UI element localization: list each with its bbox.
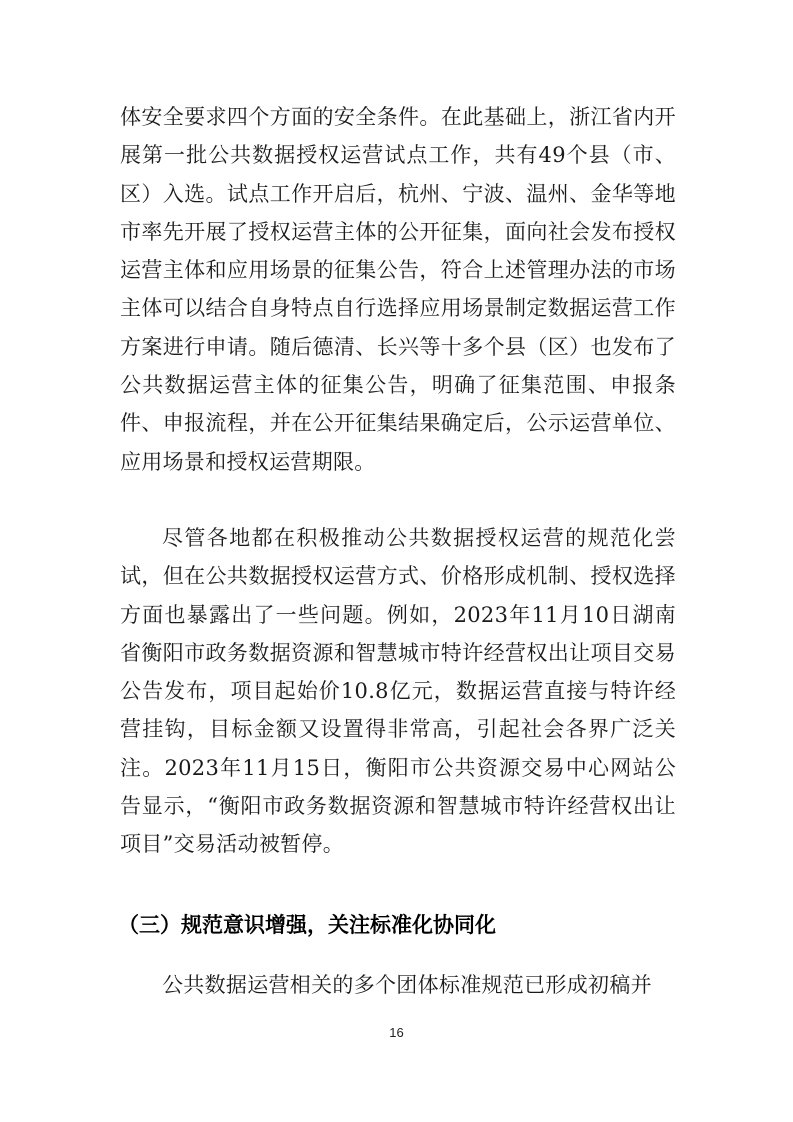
body-paragraph-2: 尽管各地都在积极推动公共数据授权运营的规范化尝试，但在公共数据授权运营方式、价格形成机制、授权选择方面也暴露出了一些问题。例如，2023年11月10日湖南省衡阳市政务数据资源和智慧城市特许经营权出让项目交易公告发布，项目起始价10.8亿元，数据运营直接与特许经营挂钩，目标金额又设置得非常高，引起社会各界广泛关注。2023年11月15日，衡阳市公共资源交易中心网站公告显示，“衡阳市政务数据资源和智慧城市特许经营权出让项目”交易活动被暂停。 [120, 526, 676, 857]
page-number: 16 [389, 1025, 404, 1040]
section-heading: （三）规范意识增强，关注标准化协同化 [118, 913, 496, 937]
body-paragraph-1: 体安全要求四个方面的安全条件。在此基础上，浙江省内开展第一批公共数据授权运营试点工作，共有49个县（市、区）入选。试点工作开启后，杭州、宁波、温州、金华等地市率先开展了授权运营主体的公开征集，面向社会发布授权运营主体和应用场景的征集公告，符合上述管理办法的市场主体可以结合自身特点自行选择应用场景制定数据运营工作方案进行申请。随后德清、长兴等十多个县（区）也发布了公共数据运营主体的征集公告，明确了征集范围、申报条件、申报流程，并在公开征集结果确定后，公示运营单位、应用场景和授权运营期限。 [120, 105, 676, 474]
body-paragraph-3: 公共数据运营相关的多个团体标准规范已形成初稿并 [162, 973, 652, 997]
